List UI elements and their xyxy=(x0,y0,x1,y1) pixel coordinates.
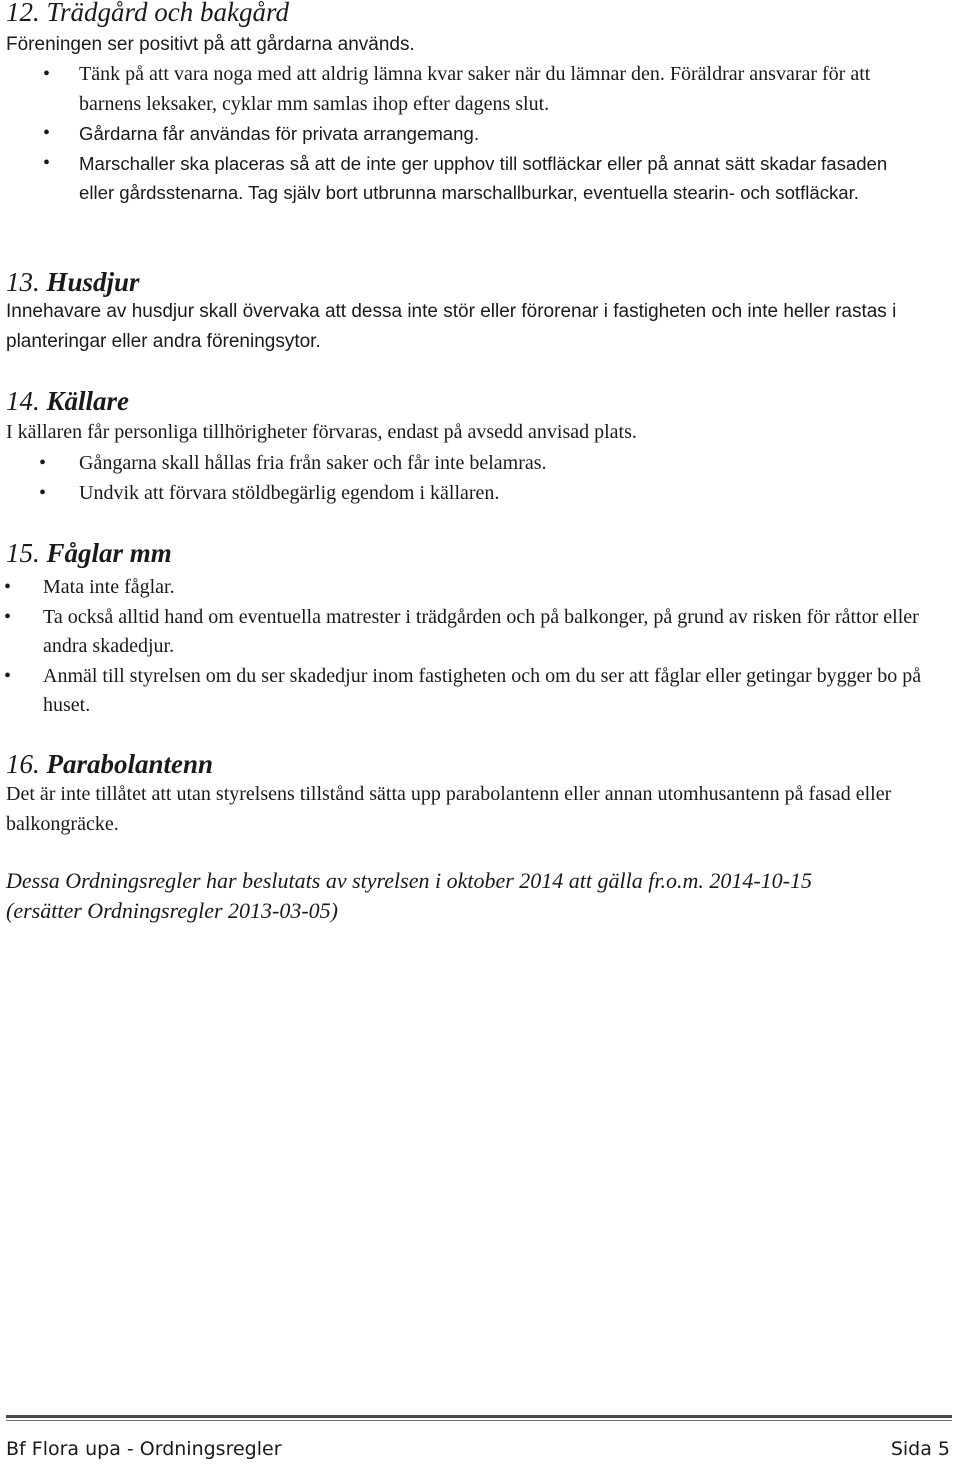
section-15-item: • Ta också alltid hand om eventuella matrester i trädgården och på balkonger, på grund av risken för råttor eller andra skadedjur. xyxy=(4,603,944,662)
bullet-icon: • xyxy=(39,481,47,504)
closing-line-2: (ersätter Ordningsregler 2013-03-05) xyxy=(6,897,338,923)
bullet-icon: • xyxy=(4,576,12,598)
section-15-number: 15. xyxy=(6,538,40,568)
section-14-intro: I källaren får personliga tillhörigheter förvaras, endast på avsedd anvisad plats. xyxy=(6,421,637,443)
section-16-heading xyxy=(6,748,213,780)
bullet-icon: • xyxy=(4,605,12,628)
section-12-item: • Marschaller ska placeras så att de inte ger upphov till sotfläckar eller på annat sätt skadar fasaden eller gårdsstenarna. Tag själv bort utbrunna marschallburkar, eventuella stearin- och sotfläckar. xyxy=(45,149,925,208)
section-12-intro: Föreningen ser positivt på att gårdarna används. xyxy=(6,34,415,55)
section-16-number: 16. xyxy=(6,749,40,779)
footer-page-number: Sida 5 xyxy=(890,1438,950,1460)
footer-divider-thick xyxy=(6,1415,952,1418)
section-14-heading xyxy=(6,385,129,417)
bullet-icon: • xyxy=(4,664,12,687)
bullet-icon: • xyxy=(43,63,51,85)
section-14-item: • Undvik att förvara stöldbegärlig egendom i källaren. xyxy=(39,479,919,509)
section-15-title: Fåglar mm xyxy=(46,538,172,568)
bullet-icon: • xyxy=(39,452,47,474)
section-13-heading xyxy=(6,266,140,298)
section-15-item: • Mata inte fåglar. xyxy=(4,573,944,603)
section-14-list xyxy=(39,449,919,508)
section-12-title: Trädgård och bakgård xyxy=(46,0,290,27)
section-12-item: • Tänk på att vara noga med att aldrig lämna kvar saker när du lämnar den. Föräldrar ansvarar för att barnens leksaker, cyklar mm samlas ihop efter dagens slut. xyxy=(45,60,925,119)
section-14-number: 14. xyxy=(6,386,40,416)
section-13-number: 13. xyxy=(6,267,40,297)
section-14-item: • Gångarna skall hållas fria från saker och får inte belamras. xyxy=(39,449,919,479)
closing-note xyxy=(6,866,946,925)
closing-line-1: Dessa Ordningsregler har beslutats av styrelsen i oktober 2014 att gälla fr.o.m. 2014-10-15 xyxy=(6,868,813,893)
section-15-list xyxy=(4,573,944,721)
section-16-text: Det är inte tillåtet att utan styrelsens tillstånd sätta upp parabolantenn eller annan utomhusantenn på fasad eller balkongräcke. xyxy=(6,783,892,835)
section-13-title: Husdjur xyxy=(46,267,140,297)
section-13-text: Innehavare av husdjur skall övervaka att dessa inte stör eller förorenar i fastigheten och inte heller rastas i planteringar eller andra föreningsytor. xyxy=(6,301,897,352)
section-16-title: Parabolantenn xyxy=(46,749,214,779)
section-12-item: • Gårdarna får användas för privata arrangemang. xyxy=(45,119,925,149)
bullet-icon: • xyxy=(43,151,51,174)
bullet-icon: • xyxy=(43,122,51,144)
section-12-list xyxy=(45,60,925,208)
section-12-number: 12. xyxy=(6,0,40,27)
section-15-heading xyxy=(6,537,172,569)
footer-document-title: Bf Flora upa - Ordningsregler xyxy=(6,1438,282,1460)
section-14-title: Källare xyxy=(46,386,130,416)
section-15-item: • Anmäl till styrelsen om du ser skadedjur inom fastigheten och om du ser att fåglar eller getingar bygger bo på huset. xyxy=(4,662,944,721)
footer-divider-thin xyxy=(6,1420,952,1421)
section-12-heading xyxy=(6,0,289,28)
